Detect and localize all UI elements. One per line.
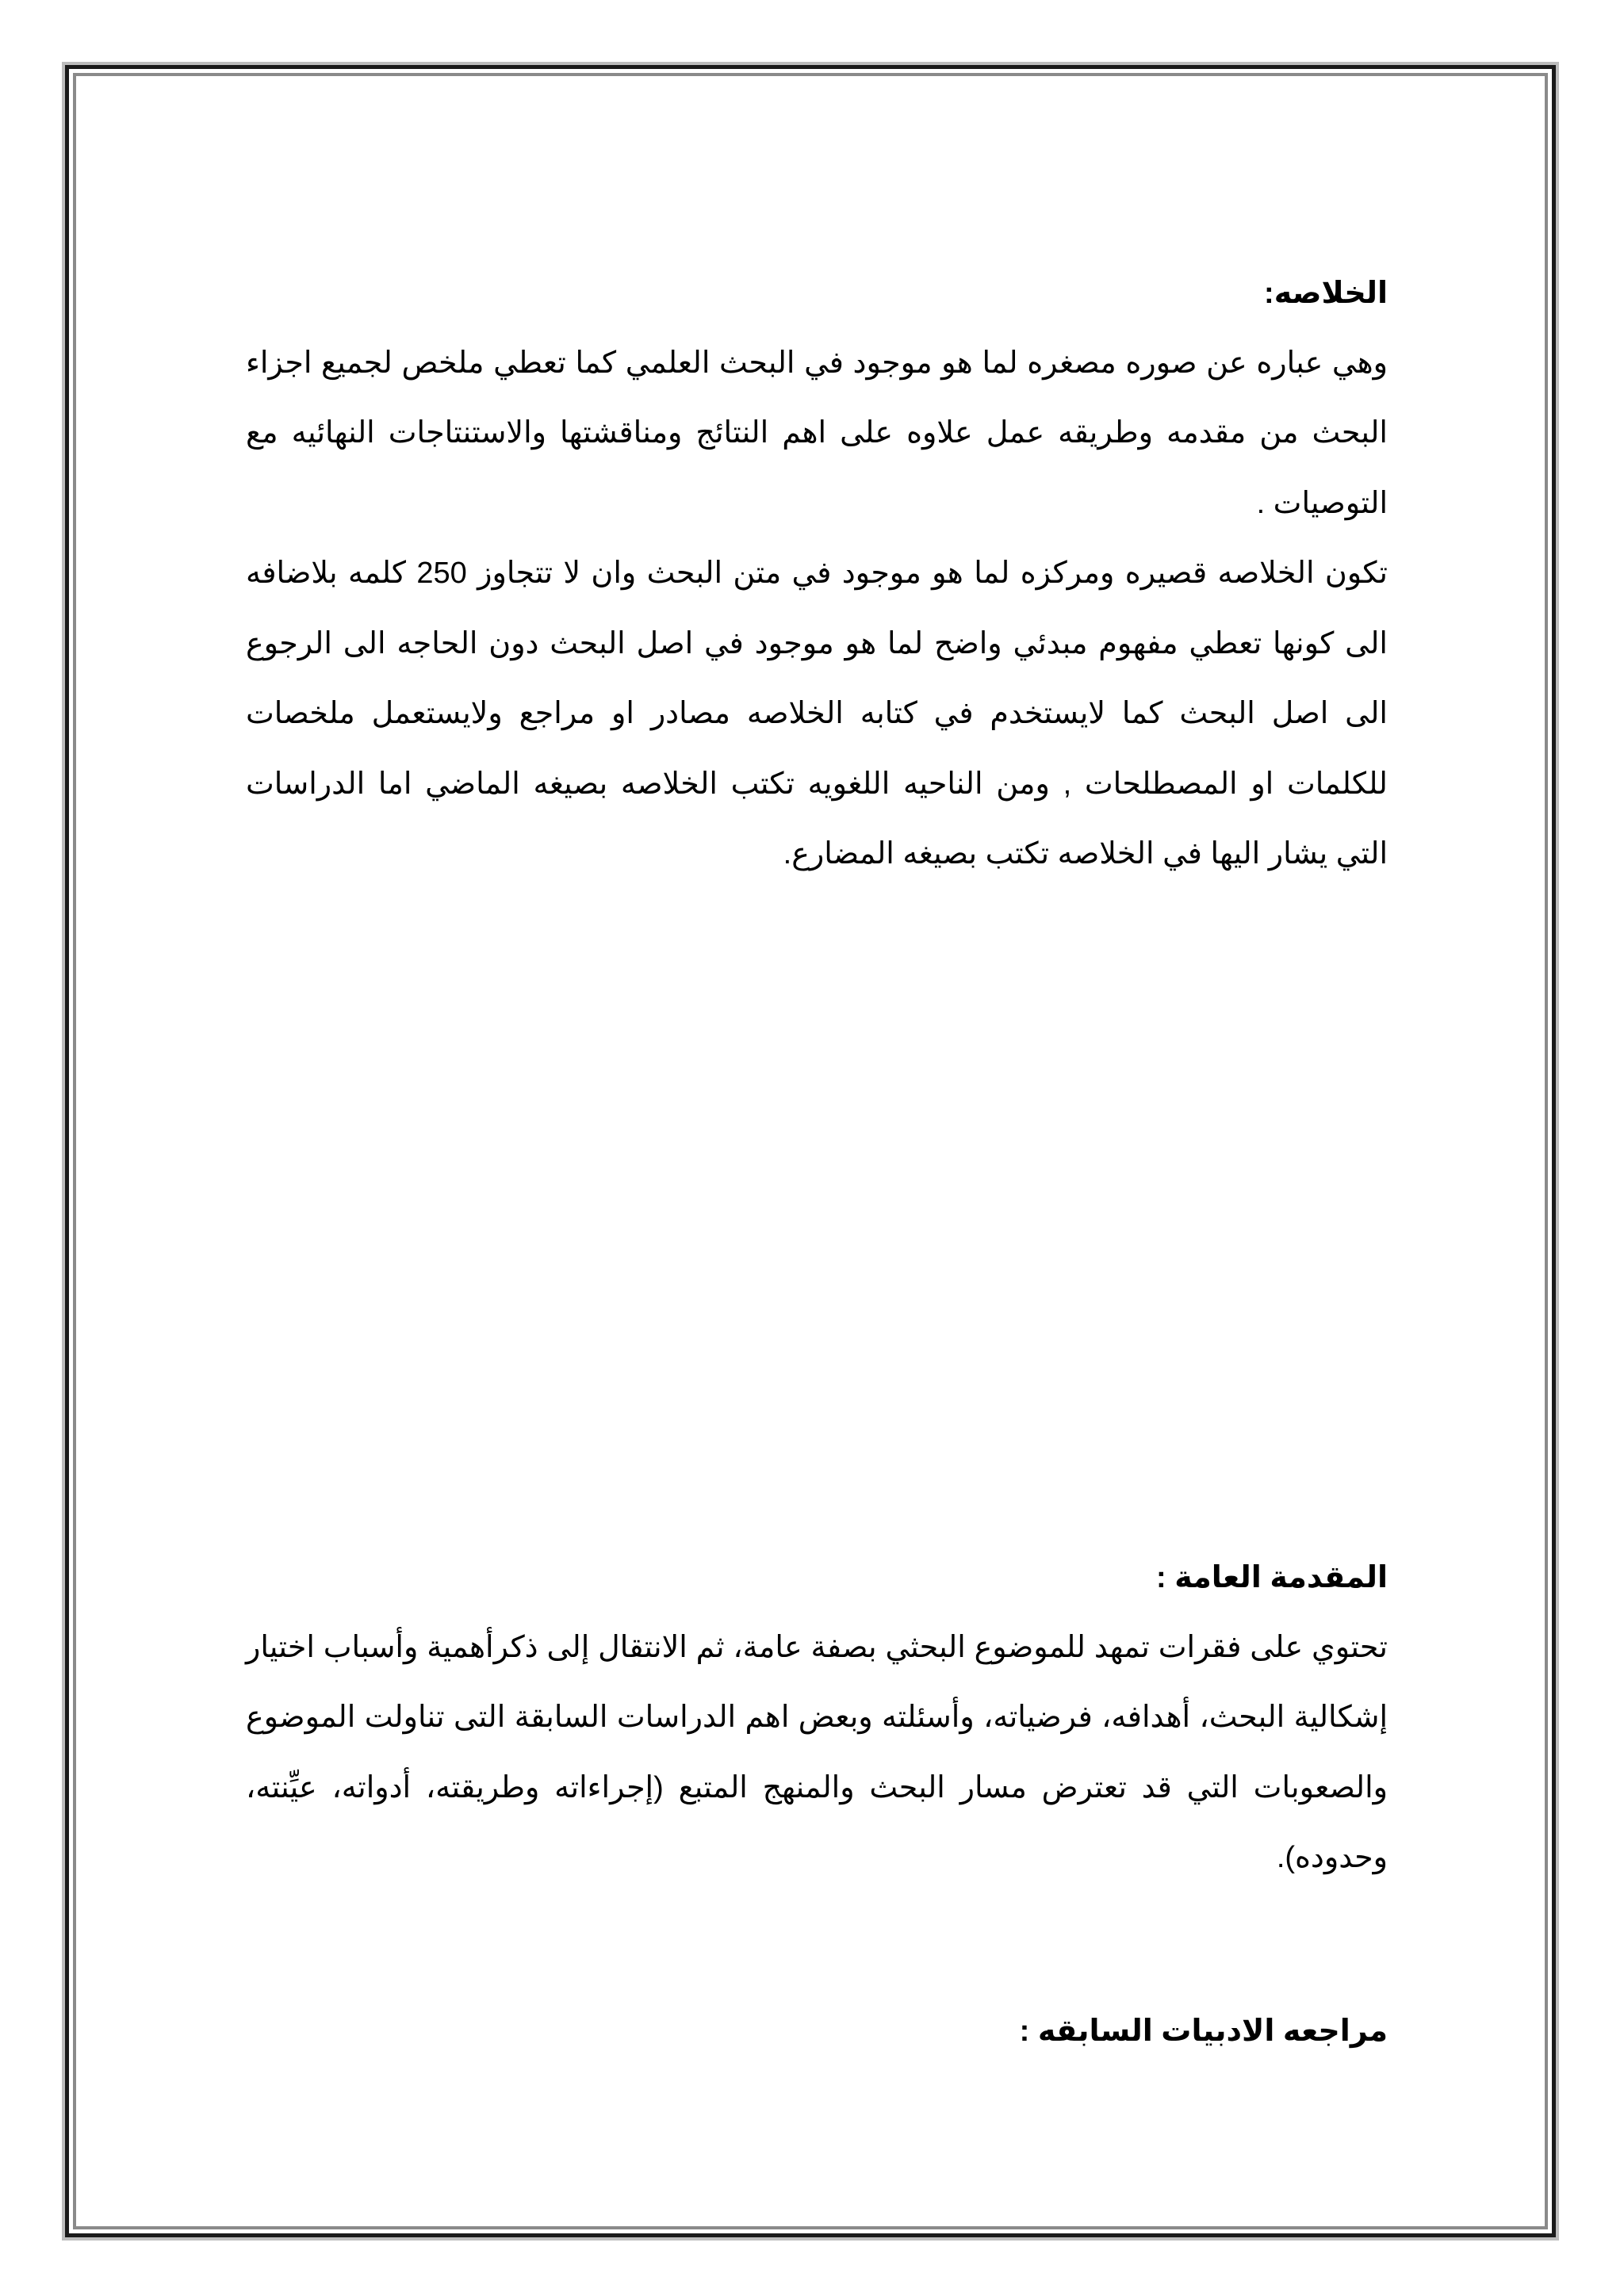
general-introduction-paragraph: تحتوي على فقرات تمهد للموضوع البحثي بصفة عامة، ثم الانتقال إلى ذكرأهمية وأسباب اختيار إشكالية البحث، أهدافه، فرضياته، وأسئلته وبعض اهم الدراسات السابقة التى تناولت الموضوع والصعوبات التي قد تعترض مسار البحث والمنهج المتبع (إجراءاته وطريقته، أدواته، عيِّنته، وحدوده). — [246, 1630, 1388, 1875]
abstract-paragraph-2: تكون الخلاصه قصيره ومركزه لما هو موجود في متن البحث وان لا تتجاوز 250 كلمه بلاضافه الى كونها تعطي مفهوم مبدئي واضح لما هو موجود في اصل البحث دون الحاجه الى الرجوع الى اصل البحث كما لايستخدم في كتابه الخلاصه مصادر او مراجع ولايستعمل ملخصات للكلمات او المصطلحات , ومن الناحيه اللغويه تكتب الخلاصه بصيغه الماضي اما الدراسات التي يشار اليها في الخلاصه تكتب بصيغه المضارع. — [246, 557, 1388, 871]
general-introduction-heading: المقدمة العامة : — [1156, 1561, 1388, 1594]
literature-review-section — [246, 2014, 1388, 2050]
general-introduction-section — [246, 1560, 1388, 1893]
abstract-section — [246, 276, 1388, 890]
abstract-paragraph-1: وهي عباره عن صوره مصغره لما هو موجود في البحث العلمي كما تعطي ملخص لجميع اجزاء البحث من مقدمه وطريقه عمل علاوه على اهم النتائج ومناقشتها والاستنتاجات النهائيه مع التوصيات . — [246, 346, 1388, 520]
abstract-heading: الخلاصه: — [1264, 277, 1388, 310]
literature-review-heading: مراجعه الادبيات السابقه : — [1019, 2015, 1388, 2048]
